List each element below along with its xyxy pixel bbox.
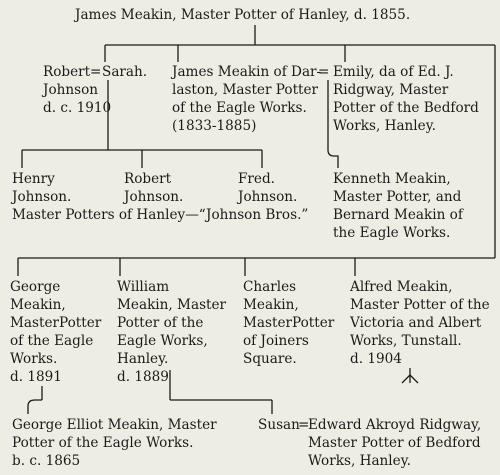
person-robert-johnson-jr: Robert Johnson. bbox=[124, 171, 184, 205]
person-charles-meakin: Charles Meakin, MasterPotter of Joiners Square. bbox=[243, 279, 335, 367]
person-sarah: Sarah. bbox=[102, 64, 148, 80]
person-robert-johnson: Robert Johnson d. c. 1910 bbox=[43, 64, 112, 116]
marriage-sign-robert-sarah: = bbox=[90, 64, 102, 80]
person-alfred-meakin: Alfred Meakin, Master Potter of the Victoria and Albert Works, Tunstall. d. 1904 bbox=[350, 279, 490, 367]
person-william-meakin: William Meakin, Master Potter of the Eagle Works, Hanley. d. 1889 bbox=[117, 279, 227, 385]
person-edward-akroyd-ridgway: Edward Akroyd Ridgway, Master Potter of Bedford Works, Hanley. bbox=[308, 417, 482, 469]
person-fred-johnson: Fred. Johnson. bbox=[238, 171, 298, 205]
person-susan: Susan bbox=[258, 417, 300, 433]
connector-to-george-elliot bbox=[28, 400, 42, 414]
no-issue-mark-icon bbox=[402, 368, 418, 383]
person-george-elliot-meakin: George Elliot Meakin, Master Potter of the Eagle Works. b. c. 1865 bbox=[12, 417, 217, 469]
connector-kenneth-branch bbox=[328, 150, 338, 168]
marriage-sign-susan-edward: = bbox=[298, 417, 310, 433]
person-henry-johnson: Henry Johnson. bbox=[12, 171, 72, 205]
person-emily-ridgway: Emily, da of Ed. J. Ridgway, Master Potter of the Bedford Works, Hanley. bbox=[333, 64, 479, 134]
johnson-bros-caption: Master Potters of Hanley—“Johnson Bros.” bbox=[12, 207, 309, 223]
person-james-meakin-darlaston: James Meakin of Dar- laston, Master Potter of the Eagle Works. (1833-1885) bbox=[172, 64, 322, 134]
person-george-meakin: George Meakin, MasterPotter of the Eagle Works. d. 1891 bbox=[10, 279, 102, 385]
marriage-sign-james-emily: = bbox=[318, 64, 330, 80]
founder-james-meakin: James Meakin, Master Potter of Hanley, d. 1855. bbox=[75, 7, 411, 23]
person-kenneth-bernard-meakin: Kenneth Meakin, Master Potter, and Bernard Meakin of the Eagle Works. bbox=[333, 171, 463, 241]
